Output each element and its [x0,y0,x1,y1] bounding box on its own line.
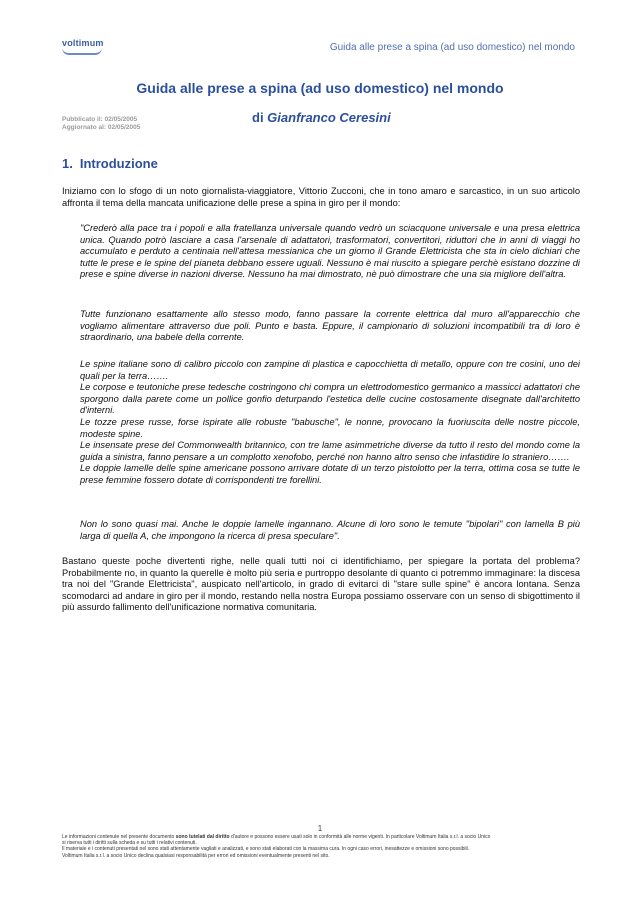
running-header-title: Guida alle prese a spina (ad uso domestico) nel mondo [329,42,575,53]
quote-line: Le insensate prese del Commonwealth britannico, con tre lame asimmetriche diverse da tutto il resto del mondo come la guida a sinistra, fanno pensare a un complotto xenofobo, perché non hanno altro senso che infastidire lo straniero……. [80,440,580,462]
author-line [252,110,391,125]
quote-paragraph-1: "Crederò alla pace tra i popoli e alla fratellanza universale quando vedrò un sciacquone universale e una presa elettrica unica. Quando potrò lasciare a casa l'arsenale di adattatori, trasformatori, convertitori, riduttori che in anni di viaggi ho accumulato e perduto a centinaia nell'attesa messianica che un giorno il Grande Elettricista che sta in cielo dichiari che tutte le prese e le spine del pianeta debbano essere uguali. Nessuno è mai riuscito a spiegare perchè esistano dozzine di prese e spine diverse in nazioni diverse. Nessuno ha mai dimostrato, nè può dimostrare che una sia migliore dell'altra. [80,223,580,280]
footer-line-2: si riserva tutti i diritti sulla scheda e su tutti i relativi contenuti. [62,840,197,847]
quote-paragraph-4: Non lo sono quasi mai. Anche le doppie lamelle ingannano. Alcune di loro sono le temute "bipolari" con lamella B più larga di quella A, che impongono la ricerca di presa speculare". [80,519,580,541]
author-name: Gianfranco Ceresini [267,110,391,125]
publication-meta [62,116,140,132]
updated-date: Aggiornato al: 02/05/2005 [62,124,141,131]
quote-line: Le corpose e teutoniche prese tedesche costringono chi compra un elettrodomestico germanico a massicci adattatori che sporgono dalla parete come un pollice gonfio deturpando l'estetica delle cucine costosamente disegnate dall'architetto d'interni. [80,382,580,416]
quote-line: Le tozze prese russe, forse ispirate alle robuste "babusche", le nonne, provocano la fuoriuscita delle nostre piccole, modeste spine. [80,416,580,439]
document-title: Guida alle prese a spina (ad uso domestico) nel mondo [136,80,504,96]
section-heading [62,156,158,171]
published-date: Pubblicato il: 02/05/2005 [62,116,138,123]
conclusion-paragraph: Bastano queste poche divertenti righe, nelle quali tutti noi ci identifichiamo, per spiegare la portata del problema? Probabilmente no, in quanto la querelle è molto più seria e purtroppo desolante di quanto ci potremmo immaginare: la discesa tra noi del "Grande Elettricista", auspicato nell'articolo, in grado di evitarci di "stare sulle spine" è ancora lontana. Senza scomodarci ad andare in giro per il mondo, restando nella nostra Europa possiamo osservare con un senso di sbigottimento il più assurdo fallimento dell'unificazione normativa comunitaria. [62,556,580,613]
footer-text: Le informazioni contenute nel presente documento [62,834,176,840]
author-prefix: di [252,110,268,125]
logo-swoosh-icon [62,48,102,55]
quote-paragraph-2: Tutte funzionano esattamente allo stesso modo, fanno passare la corrente elettrica dal muro all'apparecchio che vogliamo alimentare attraverso due poli. Punto e basta. Eppure, il campionario di soluzioni incompatibili tra di loro è straordinario, una babele della corrente. [80,309,580,343]
logo-text: voltimum [62,38,104,48]
intro-paragraph: Iniziamo con lo sfogo di un noto giornalista-viaggiatore, Vittorio Zucconi, che in tono amaro e sarcastico, in un suo articolo affronta il tema della mancata unificazione delle prese a spina in giro per il mondo: [62,186,580,208]
section-number: 1. [62,156,73,171]
voltimum-logo [62,38,104,52]
quote-paragraph-3 [80,359,580,487]
quote-line: Le doppie lamelle delle spine americane possono arrivare dotate di un terzo pistolotto per la terra, ottima cosa se tutte le prese femmine fossero dotate di corrispondenti tre forellini. [80,463,580,485]
page-number: 1 [317,824,323,833]
footer-bold-text: sono tutelati dal diritto [175,834,230,840]
footer-text: d'autore e possono essere usati solo in conformità alle norme vigenti. In particolare Voltimum Italia s.r.l. a socio Unico [229,834,491,840]
section-title: Introduzione [79,156,158,171]
quote-line: Le spine italiane sono di calibro piccolo con zampine di plastica e capocchietta di metallo, oppure con tre cosini, uno dei quali per la terra……. [80,359,580,381]
footer-line-4: Voltimum Italia s.r.l. a socio Unico declina qualsiasi responsabilità per errori ed omissioni eventualmente presenti nel sito. [62,852,330,859]
legal-footer [62,834,582,859]
footer-line-3: Il materiale e i contenuti presentati nel sono stati attentamente vagliati e analizzati, e sono stati elaborati con la massima cura. In ogni caso errori, inesattezze e omissioni sono possibili. [62,846,470,853]
